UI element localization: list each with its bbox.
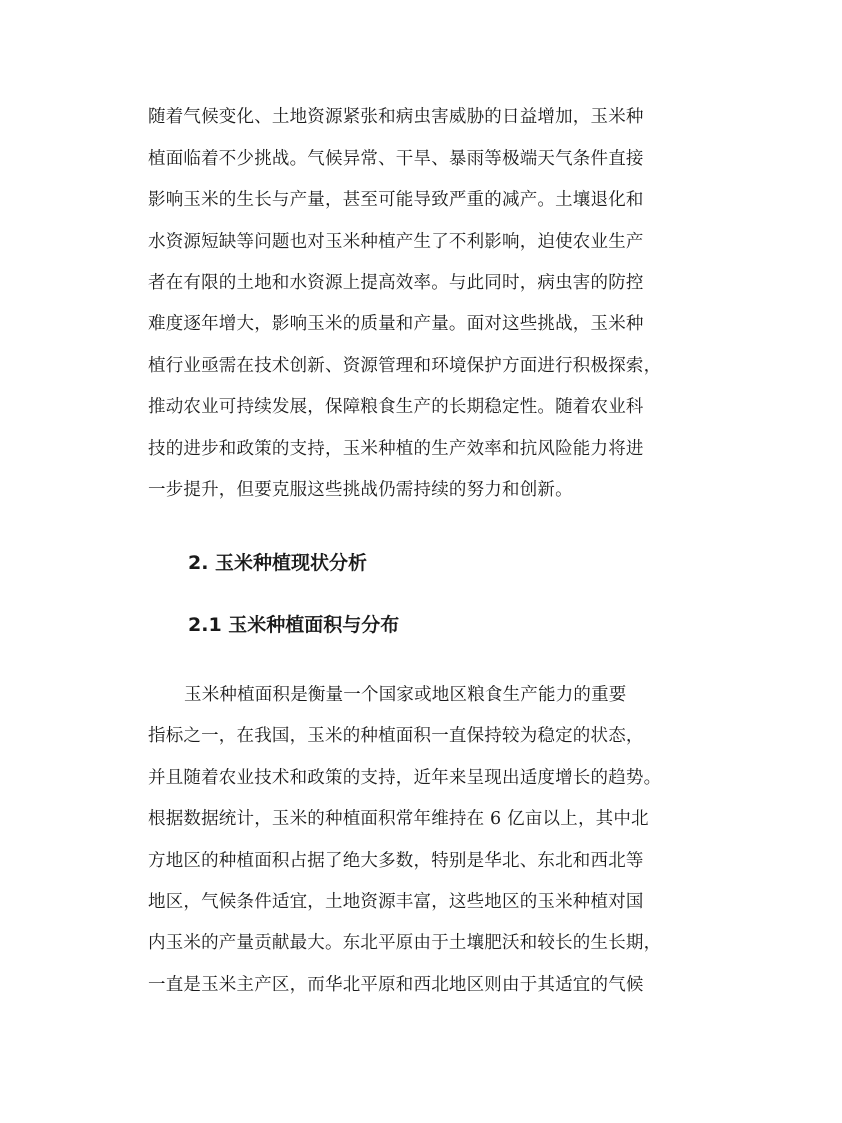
section-heading-2: 2. 玉米种植现状分析: [188, 552, 368, 574]
paragraph-line: 方地区的种植面积占据了绝大多数，特别是华北、东北和西北等: [148, 851, 644, 871]
paragraph-line: 推动农业可持续发展，保障粮食生产的长期稳定性。随着农业科: [148, 397, 644, 417]
paragraph-line: 并且随着农业技术和政策的支持，近年来呈现出适度增长的趋势。: [148, 768, 662, 788]
paragraph-line: 影响玉米的生长与产量，甚至可能导致严重的减产。土壤退化和: [148, 190, 644, 210]
paragraph-line: 地区，气候条件适宜，土地资源丰富，这些地区的玉米种植对国: [148, 892, 644, 912]
paragraph-line: 根据数据统计，玉米的种植面积常年维持在 6 亿亩以上，其中北: [148, 809, 649, 829]
paragraph-line: 者在有限的土地和水资源上提高效率。与此同时，病虫害的防控: [148, 273, 644, 293]
paragraph-line: 难度逐年增大，影响玉米的质量和产量。面对这些挑战，玉米种: [148, 314, 644, 334]
paragraph-line: 内玉米的产量贡献最大。东北平原由于土壤肥沃和较长的生长期，: [148, 933, 662, 953]
paragraph-line: 一直是玉米主产区，而华北平原和西北地区则由于其适宜的气候: [148, 975, 644, 995]
paragraph-line: 玉米种植面积是衡量一个国家或地区粮食生产能力的重要: [184, 685, 627, 705]
paragraph-line: 随着气候变化、土地资源紧张和病虫害威胁的日益增加，玉米种: [148, 107, 644, 127]
paragraph-line: 一步提升，但要克服这些挑战仍需持续的努力和创新。: [148, 480, 573, 500]
paragraph-line: 水资源短缺等问题也对玉米种植产生了不利影响，迫使农业生产: [148, 232, 644, 252]
paragraph-line: 指标之一，在我国，玉米的种植面积一直保持较为稳定的状态，: [148, 726, 644, 746]
paragraph-line: 植行业亟需在技术创新、资源管理和环境保护方面进行积极探索，: [148, 356, 662, 376]
paragraph-line: 植面临着不少挑战。气候异常、干旱、暴雨等极端天气条件直接: [148, 149, 644, 169]
paragraph-line: 技的进步和政策的支持，玉米种植的生产效率和抗风险能力将进: [148, 439, 644, 459]
section-heading-2-1: 2.1 玉米种植面积与分布: [188, 614, 400, 636]
